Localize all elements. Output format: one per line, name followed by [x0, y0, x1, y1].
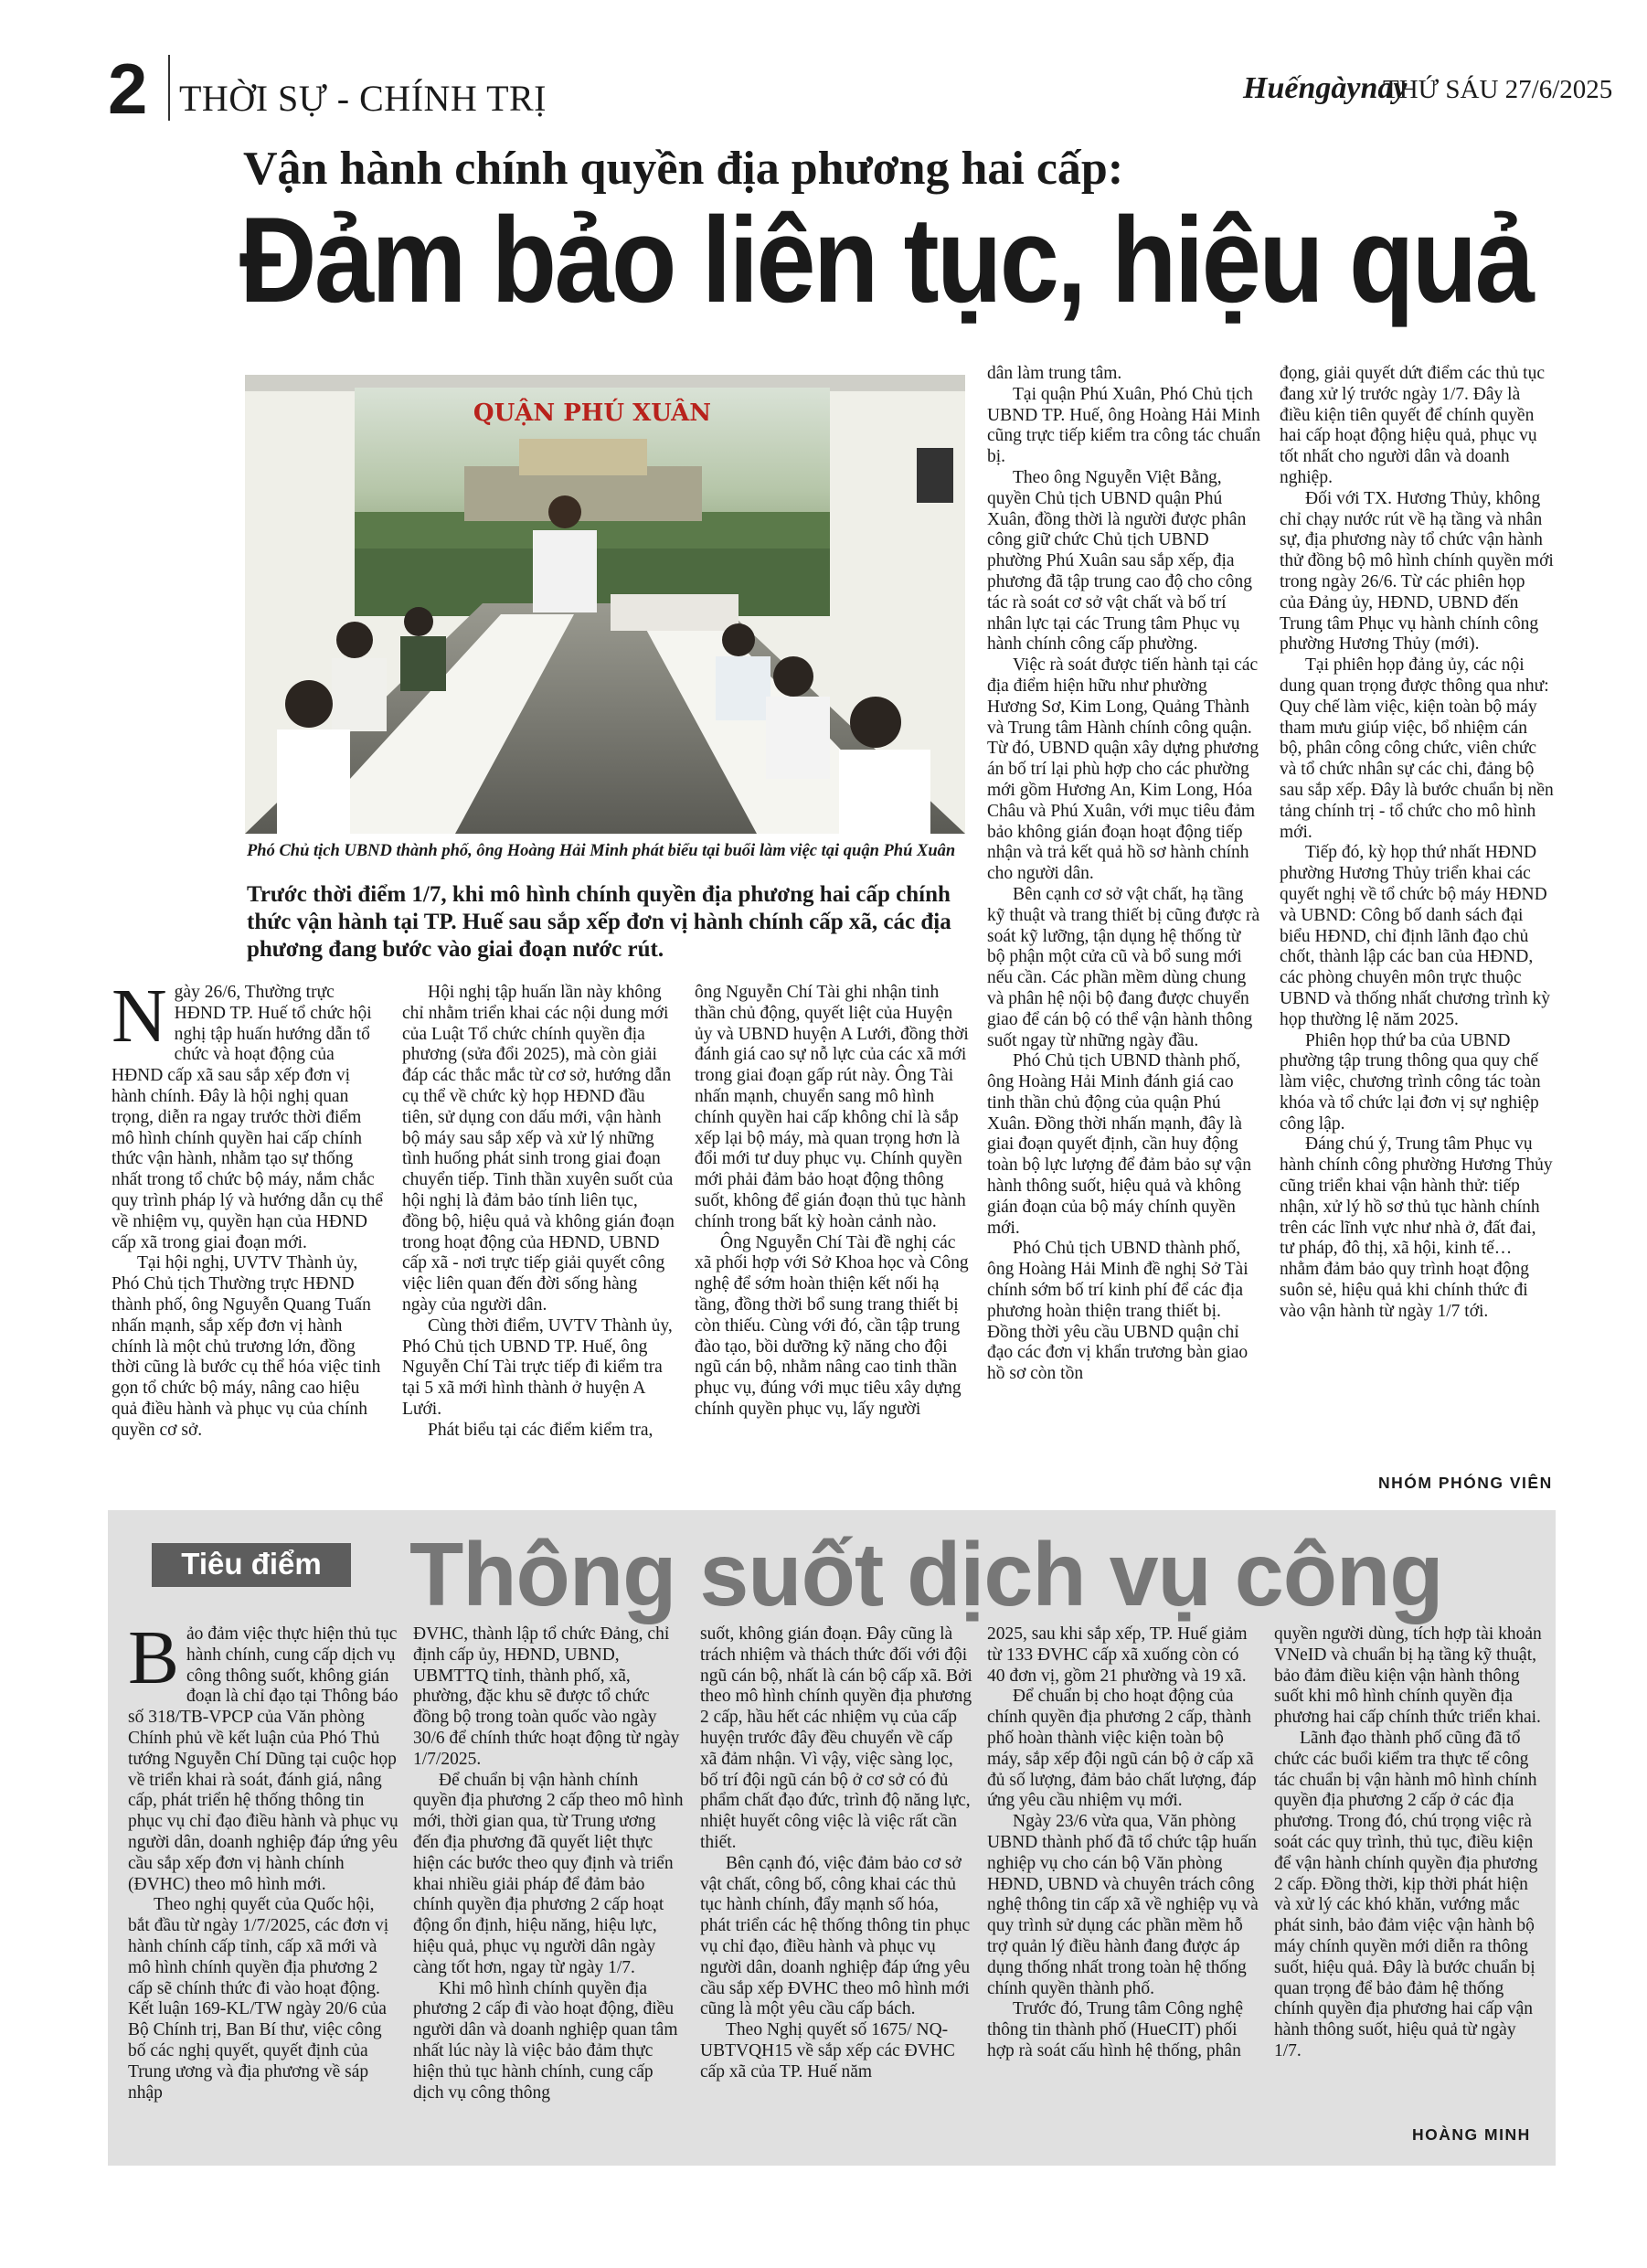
- article-lead: Trước thời điểm 1/7, khi mô hình chính quyền địa phương hai cấp chính thức vận hành tại TP. Huế sau sắp xếp đơn vị hành chính cấp xã, các địa phương đang bước vào giai đoạn nước rút.: [247, 882, 951, 962]
- paragraph: Hội nghị tập huấn lần này không chỉ nhằm triển khai các nội dung mới của Luật Tổ chức chính quyền địa phương (sửa đổi 2025), mà còn giải đáp các thắc mắc từ cơ sở, hướng dẫn cụ thể về chức kỳ họp HĐND đầu tiên, sử dụng con dấu mới, vận hành bộ máy sau sắp xếp và xử lý những tình huống phát sinh trong giai đoạn chuyển tiếp. Tinh thần xuyên suốt của hội nghị là đảm bảo tính liên tục, đồng bộ, hiệu quả và không gián đoạn trong hoạt động của HĐND, UBND cấp xã - nơi trực tiếp giải quyết công việc liên quan đến đời sống hàng ngày của người dân.: [402, 983, 675, 1315]
- paragraph: 2025, sau khi sắp xếp, TP. Huế giảm từ 133 ĐVHC cấp xã xuống còn có 40 đơn vị, gồm 21 phường và 19 xã.: [987, 1624, 1248, 1686]
- paragraph: Theo Nghị quyết số 1675/ NQ-UBTVQH15 về sắp xếp các ĐVHC cấp xã của TP. Huế năm: [700, 2020, 955, 2082]
- drop-cap: B: [128, 1615, 180, 1700]
- paragraph: Đáng chú ý, Trung tâm Phục vụ hành chính công phường Hương Thủy cũng triển khai vận hành thử: tiếp nhận, xử lý hồ sơ thủ tục hành chính trên các lĩnh vực như nhà ở, đất đai, tư pháp, đô thị, xã hội, kinh tế… nhằm đảm bảo quy trình hoạt động suôn sẻ, hiệu quả khi chính thức đi vào vận hành từ ngày 1/7 tới.: [1280, 1134, 1553, 1321]
- paragraph: quyền người dùng, tích hợp tài khoản VNeID và chuẩn bị hạ tầng kỹ thuật, bảo đảm điều kiện vận hành thông suốt khi mô hình chính quyền địa phương hai cấp chính thức triển khai.: [1274, 1624, 1542, 1728]
- paragraph: Tại phiên họp đảng ủy, các nội dung quan trọng được thông qua như: Quy chế làm việc, kiện toàn bộ máy tham mưu giúp việc, bổ nhiệm cán bộ, phân công công chức, viên chức và tổ chức nhân sự các chi, đảng bộ sau sắp xếp. Đây là bước chuẩn bị nền tảng chính trị - tổ chức cho mô hình mới.: [1280, 655, 1554, 842]
- paragraph: Lãnh đạo thành phố cũng đã tổ chức các buổi kiểm tra thực tế công tác chuẩn bị vận hành mô hình chính quyền địa phương 2 cấp ở các địa phương. Trong đó, chú trọng việc rà soát các quy trình, thủ tục, điều kiện để vận hành chính quyền địa phương 2 cấp. Đồng thời, kịp thời phát hiện và xử lý các khó khăn, vướng mắc phát sinh, bảo đảm việc vận hành bộ máy chính quyền mới diễn ra thông suốt, hiệu quả. Đây là bước chuẩn bị quan trọng để bảo đảm hệ thống chính quyền địa phương hai cấp vận hành thông suốt, hiệu quả từ ngày 1/7.: [1274, 1728, 1538, 2060]
- paragraph: dân làm trung tâm.: [987, 364, 1122, 383]
- article-kicker: Vận hành chính quyền địa phương hai cấp:: [243, 143, 1124, 195]
- focus-badge-label: Tiêu điểm: [181, 1547, 322, 1581]
- meeting-photo: [245, 375, 965, 834]
- paragraph: Việc rà soát được tiến hành tại các địa điểm hiện hữu như phường Hương Sơ, Kim Long, Quảng Thành và Trung tâm Hành chính công quận. Từ đó, UBND quận xây dựng phương án bố trí lại phù hợp cho các phường mới gồm Hương An, Kim Long, Hóa Châu và Phú Xuân, với mục tiêu đảm bảo không gián đoạn hoạt động tiếp nhận và trả kết quả hồ sơ hành chính cho người dân.: [987, 655, 1259, 884]
- section-title: THỜI SỰ - CHÍNH TRỊ: [179, 78, 547, 119]
- paragraph: Phó Chủ tịch UBND thành phố, ông Hoàng Hải Minh đề nghị Sở Tài chính sớm bố trí kinh phí để các địa phương hoàn thiện trang thiết bị. Đồng thời yêu cầu UBND quận chỉ đạo các đơn vị khẩn trương bàn giao hồ sơ còn tồn: [987, 1239, 1249, 1384]
- article-column-5: [1280, 364, 1554, 1323]
- paragraph: Tiếp đó, kỳ họp thứ nhất HĐND phường Hương Thủy triển khai các quyết nghị về tổ chức bộ máy HĐND và UBND: Công bố danh sách đại biểu HĐND, chỉ định lãnh đạo chủ chốt, thành lập các ban của HĐND, các phòng chuyên môn trực thuộc UBND và thống nhất chương trình kỳ họp thường lệ năm 2025.: [1280, 843, 1551, 1029]
- paragraph: Ngày 23/6 vừa qua, Văn phòng UBND thành phố đã tổ chức tập huấn nghiệp vụ cho cán bộ Văn phòng HĐND, UBND và chuyên trách công nghệ thông tin cấp xã về nghiệp vụ và quy trình sử dụng các phần mềm hỗ trợ quản lý điều hành đang được áp dụng thống nhất trong toàn hệ thống chính quyền thành phố.: [987, 1812, 1259, 1998]
- paragraph: Theo nghị quyết của Quốc hội, bắt đầu từ ngày 1/7/2025, các đơn vị hành chính cấp tỉnh, cấp xã mới và mô hình chính quyền địa phương 2 cấp sẽ chính thức đi vào hoạt động. Kết luận 169-KL/TW ngày 20/6 của Bộ Chính trị, Ban Bí thư, việc công bố các nghị quyết, quyết định của Trung ương và địa phương về sáp nhập: [128, 1895, 389, 2103]
- paragraph: Khi mô hình chính quyền địa phương 2 cấp đi vào hoạt động, điều người dân và doanh nghiệp quan tâm nhất lúc này là việc bảo đảm thực hiện thủ tục hành chính, cung cấp dịch vụ công thông: [413, 1978, 678, 2103]
- paragraph: gày 26/6, Thường trực HĐND TP. Huế tổ chức hội nghị tập huấn hướng dẫn tổ chức và hoạt động của HĐND cấp xã sau sắp xếp đơn vị hành chính. Đây là hội nghị quan trọng, diễn ra ngay trước thời điểm mô hình chính quyền hai cấp chính thức vận hành, nhằm tạo sự thống nhất trong tổ chức bộ máy, nắm chắc quy trình pháp lý và hướng dẫn cụ thể về nhiệm vụ, quyền hạn của HĐND cấp xã trong giai đoạn mới.: [112, 983, 384, 1252]
- paragraph: Theo ông Nguyễn Việt Bằng, quyền Chủ tịch UBND quận Phú Xuân, đồng thời là người được phân công giữ chức Chủ tịch UBND phường Phú Xuân sau sắp xếp, địa phương đã tập trung cao độ cho công tác rà soát cơ sở vật chất và bố trí nhân lực tại các Trung tâm Phục vụ hành chính công cấp phường.: [987, 467, 1253, 655]
- paragraph: Phiên họp thứ ba của UBND phường tập trung thông qua quy chế làm việc, chương trình công tác toàn khóa và tổ chức lại đơn vị sự nghiệp công lập.: [1280, 1030, 1541, 1134]
- paragraph: ảo đảm việc thực hiện thủ tục hành chính, cung cấp dịch vụ công thông suốt, không gián đoạn là chỉ đạo tại Thông báo số 318/TB-VPCP của Văn phòng Chính phủ về kết luận của Phó Thủ tướng Nguyễn Chí Dũng tại cuộc họp về triển khai rà soát, đánh giá, nâng cấp, phát triển hệ thống thông tin phục vụ chỉ đạo điều hành và phục vụ người dân, doanh nghiệp đáp ứng yêu cầu sắp xếp đơn vị hành chính (ĐVHC) theo mô hình mới.: [128, 1624, 398, 1894]
- paragraph: ĐVHC, thành lập tổ chức Đảng, chỉ định cấp ủy, HĐND, UBND, UBMTTQ tỉnh, thành phố, xã, phường, đặc khu sẽ được tổ chức đồng bộ trong toàn quốc vào ngày 30/6 để chính thức hoạt động từ ngày 1/7/2025.: [413, 1624, 680, 1769]
- header-divider: [168, 55, 170, 121]
- paragraph: Trước đó, Trung tâm Công nghệ thông tin thành phố (HueCIT) phối hợp rà soát cấu hình hệ thống, phân: [987, 1999, 1244, 2060]
- focus-column-5: [1274, 1624, 1546, 2062]
- focus-title: Thông suốt dịch vụ công: [409, 1524, 1443, 1624]
- paragraph: đọng, giải quyết dứt điểm các thủ tục đang xử lý trước ngày 1/7. Đây là điều kiện tiên quyết để chính quyền hai cấp hoạt động hiệu quả, phục vụ tốt nhất cho người dân và doanh nghiệp.: [1280, 364, 1545, 487]
- article-byline: NHÓM PHÓNG VIÊN: [1378, 1474, 1553, 1492]
- paragraph: suốt, không gián đoạn. Đây cũng là trách nhiệm và thách thức đối với đội ngũ cán bộ, nhất là cán bộ cấp xã. Bởi theo mô hình chính quyền địa phương 2 cấp, hầu hết các nhiệm vụ của cấp huyện trước đây đều chuyển về cấp xã đảm nhận. Vì vậy, việc sàng lọc, bố trí đội ngũ cán bộ ở cơ sở có đủ phẩm chất đạo đức, trình độ năng lực, nhiệt huyết công việc là việc rất cần thiết.: [700, 1624, 972, 1852]
- paragraph: Để chuẩn bị cho hoạt động của chính quyền địa phương 2 cấp, thành phố hoàn thành việc kiện toàn bộ máy, sắp xếp đội ngũ cán bộ ở cấp xã đủ số lượng, đảm bảo chất lượng, đáp ứng yêu cầu nhiệm vụ mới.: [987, 1687, 1257, 1811]
- paragraph: Đối với TX. Hương Thủy, không chỉ chạy nước rút về hạ tầng và nhân sự, địa phương này tổ chức vận hành thử đồng bộ mô hình chính quyền mới trong ngày 26/6. Từ các phiên họp của Đảng ủy, HĐND, UBND đến Trung tâm Phục vụ hành chính công phường Hương Thủy (mới).: [1280, 488, 1554, 655]
- paragraph: Phó Chủ tịch UBND thành phố, ông Hoàng Hải Minh đánh giá cao tinh thần chủ động của quận Phú Xuân. Đồng thời nhấn mạnh, đây là giai đoạn quyết định, cần huy động toàn bộ lực lượng để đảm bảo sự vận hành thông suốt, hiệu quả và không gián đoạn của bộ máy chính quyền mới.: [987, 1051, 1251, 1238]
- issue-date: THỨ SÁU 27/6/2025: [1383, 75, 1613, 104]
- article-column-4: [987, 364, 1261, 1385]
- article-headline: Đảm bảo liên tục, hiệu quả: [239, 193, 1533, 328]
- paragraph: Bên cạnh đó, việc đảm bảo cơ sở vật chất, công bố, công khai các thủ tục hành chính, đẩy mạnh số hóa, phát triển các hệ thống thông tin phục vụ chỉ đạo, điều hành và phục vụ người dân, doanh nghiệp đáp ứng yêu cầu sắp xếp ĐVHC theo mô hình mới cũng là một yêu cầu cấp bách.: [700, 1853, 971, 2019]
- paragraph: Bên cạnh cơ sở vật chất, hạ tầng kỹ thuật và trang thiết bị cũng được rà soát kỹ lưỡng, tận dụng hệ thống từ bộ phận một cửa cũ và bổ sung mới nếu cần. Các phần mềm dùng chung và phân hệ nội bộ đang được chuyển giao để cán bộ có thể vận hành thông suốt ngay từ những ngày đầu.: [987, 884, 1260, 1050]
- publication-logo: Huếngàynay: [1243, 71, 1408, 105]
- paragraph: Tại hội nghị, UVTV Thành ủy, Phó Chủ tịch Thường trực HĐND thành phố, ông Nguyễn Quang Tuấn nhấn mạnh, sắp xếp đơn vị hành chính là một chủ trương lớn, đồng thời cũng là bước cụ thể hóa việc tinh gọn tổ chức bộ máy, nâng cao hiệu quả điều hành và phục vụ của chính quyền cơ sở.: [112, 1253, 381, 1440]
- paragraph: Để chuẩn bị vận hành chính quyền địa phương 2 cấp theo mô hình mới, thời gian qua, từ Trung ương đến địa phương đã quyết liệt thực hiện các bước theo quy định và triển khai nhiều giải pháp để đảm bảo chính quyền địa phương 2 cấp hoạt động ổn định, hiệu năng, hiệu lực, hiệu quả, phục vụ người dân ngày càng tốt hơn, ngay từ ngày 1/7.: [413, 1770, 684, 1977]
- article-column-1: [112, 974, 386, 1442]
- paragraph: Phát biểu tại các điểm kiểm tra,: [428, 1420, 653, 1440]
- focus-column-3: [700, 1624, 972, 2083]
- paragraph: Cùng thời điểm, UVTV Thành ủy, Phó Chủ tịch UBND TP. Huế, ông Nguyễn Chí Tài trực tiếp đi kiểm tra tại 5 xã mới hình thành ở huyện A Lưới.: [402, 1315, 673, 1419]
- article-column-3: [695, 983, 969, 1421]
- paragraph: Ông Nguyễn Chí Tài đề nghị các xã phối hợp với Sở Khoa học và Công nghệ để sớm hoàn thiện kết nối hạ tầng, đồng thời bổ sung trang thiết bị còn thiếu. Cùng với đó, cần tập trung đào tạo, bồi dưỡng kỹ năng cho đội ngũ cán bộ, nhằm nâng cao tinh thần phục vụ, đúng với mục tiêu xây dựng chính quyền phục vụ, lấy người: [695, 1232, 969, 1419]
- article-column-2: [402, 983, 676, 1442]
- focus-byline: HOÀNG MINH: [1412, 2125, 1531, 2144]
- focus-column-1: [128, 1615, 400, 2103]
- paragraph: ông Nguyễn Chí Tài ghi nhận tinh thần chủ động, quyết liệt của Huyện ủy và UBND huyện A Lưới, đồng thời đánh giá cao sự nỗ lực của các xã mới trong giai đoạn gấp rút này. Ông Tài nhấn mạnh, chuyển sang mô hình chính quyền hai cấp không chỉ là sắp xếp lại bộ máy, mà quan trọng hơn là đổi mới tư duy phục vụ. Chính quyền mới phải đảm bảo hoạt động thông suốt, không để gián đoạn thủ tục hành chính trong bất kỳ hoàn cảnh nào.: [695, 983, 969, 1231]
- photo-caption: Phó Chủ tịch UBND thành phố, ông Hoàng Hải Minh phát biểu tại buổi làm việc tại quận Phú Xuân: [247, 842, 956, 860]
- backdrop-sign-text: QUẬN PHÚ XUÂN: [473, 399, 712, 427]
- focus-column-4: [987, 1624, 1259, 2062]
- page-number: 2: [108, 48, 148, 129]
- focus-column-2: [413, 1624, 685, 2103]
- drop-cap: N: [112, 974, 167, 1059]
- paragraph: Tại quận Phú Xuân, Phó Chủ tịch UBND TP. Huế, ông Hoàng Hải Minh cũng trực tiếp kiểm tra công tác chuẩn bị.: [987, 384, 1261, 467]
